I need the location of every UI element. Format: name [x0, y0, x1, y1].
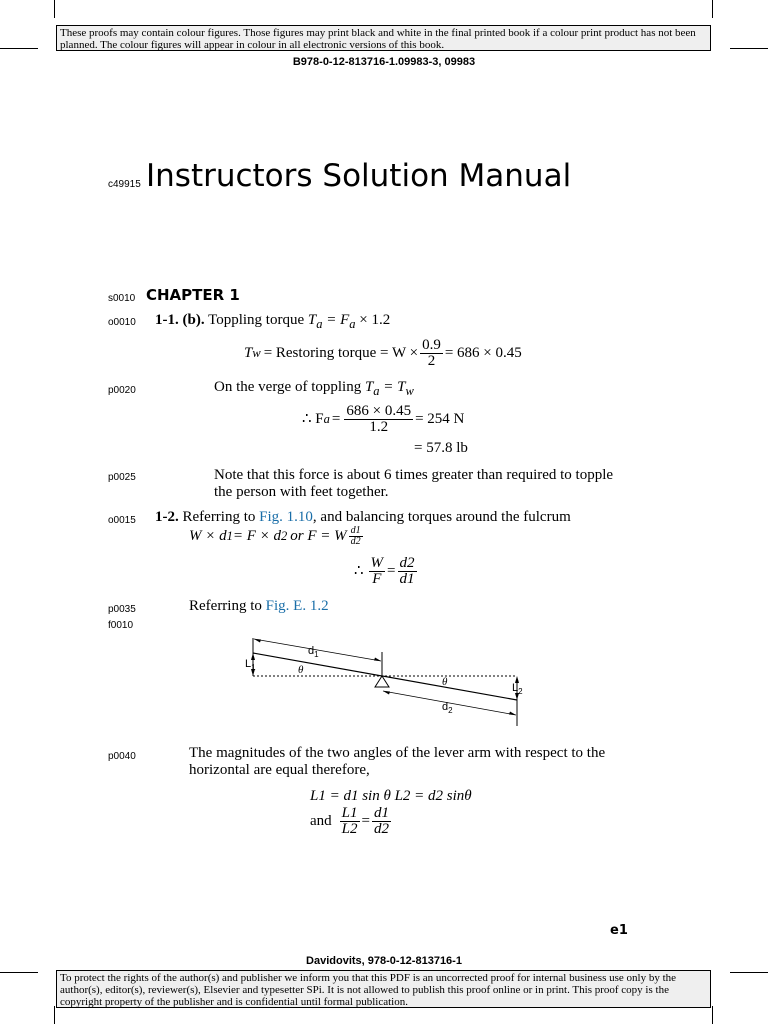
crop-mark-bottom-right-horizontal [730, 972, 768, 973]
label-theta-right: θ [442, 676, 448, 688]
p0025-tag: p0025 [108, 472, 136, 483]
crop-mark-top-right-vertical [712, 0, 713, 18]
header-proof-notice: These proofs may contain colour figures. Those figures may print black and white in the final printed book if a colour print product has not been planned. The colour figures will appear in colour in all electronic versions of this book. [56, 25, 711, 51]
p0035-line: Referring to Fig. E. 1.2 [189, 598, 329, 614]
page-title: Instructors Solution Manual [146, 158, 572, 194]
crop-mark-top-left-vertical [54, 0, 55, 18]
problem-1-2-tag: o0015 [108, 515, 136, 526]
p0035-tag: p0035 [108, 604, 136, 615]
crop-mark-top-left-horizontal [0, 48, 38, 49]
problem-1-1-tag: o0010 [108, 317, 136, 328]
label-d2: $d_2$ [442, 701, 453, 715]
problem-1-1-number: 1-1. [155, 312, 179, 328]
problem-1-1-answer: (b). [182, 312, 205, 328]
crop-mark-bottom-left-vertical [54, 1006, 55, 1024]
problem-1-2-equation: W × d 1 = F × d 2 or F = W $\frac{d1}{d2}$ [189, 525, 361, 547]
eq1-rhs: × 1.2 [359, 312, 391, 328]
p0020-tag: p0020 [108, 385, 136, 396]
eq3-fraction: $\frac{686 \times 0.45}{1.2}$ [346, 403, 412, 435]
eq7-fraction-1: $\frac{L1}{L2}$ [341, 805, 358, 837]
footer-proof-notice: To protect the rights of the author(s) and publisher we inform you that this PDF is an uncorrected proof for internal business use only by the author(s), editor(s), reviewer(s), Elsevier and typesetter SPi. It is not allowed to publish this proof online or in print. This proof copy is the copyright property of the publisher and is confidential until formal publication. [56, 970, 711, 1008]
crop-mark-bottom-right-vertical [712, 1006, 713, 1024]
eq1-mid-sub: a [349, 317, 356, 331]
header-book-code: B978-0-12-813716-1.09983-3, 09983 [292, 56, 476, 68]
eq2-text: = Restoring torque = W × [263, 345, 419, 361]
crop-mark-top-right-horizontal [730, 48, 768, 49]
problem-1-1-text: Toppling torque [208, 312, 305, 328]
p0025-line1: Note that this force is about 6 times greater than required to topple [214, 467, 614, 483]
eq7-fraction-2: $\frac{d1}{d2}$ [373, 805, 389, 837]
footer-author: Davidovits, 978-0-12-813716-1 [306, 955, 462, 967]
eq1-lhs: T [307, 312, 317, 328]
chapter-tag: s0010 [108, 293, 136, 304]
p0020-line: On the verge of toppling $T_a = T_w$ [214, 379, 414, 398]
eq1-mid: = F [326, 312, 350, 328]
p0040-tag: p0040 [108, 751, 136, 762]
p0040-line2: horizontal are equal therefore, [189, 762, 370, 778]
equation-length-ratio: and $\frac{L1}{L2}$ = $\frac{d1}{d2}$ [310, 805, 389, 837]
crop-mark-bottom-left-horizontal [0, 972, 38, 973]
chapter-heading: CHAPTER 1 [146, 286, 240, 304]
label-theta-left: θ [298, 664, 304, 676]
label-d1: $d_1$ [308, 645, 319, 659]
label-L1: $L_1$ [245, 658, 256, 672]
equation-restoring-torque: T w = Restoring torque = W × $\frac{0.9}{2}$ = 686 × 0.45 [244, 337, 522, 369]
eq2-sub: w [252, 346, 261, 360]
equation-ratio: ∴ $\frac{W}{F}$ = $\frac{d2}{d1}$ [354, 555, 415, 587]
eq5-fraction-2: $\frac{d2}{d1}$ [399, 555, 415, 587]
eq5-fraction-1: $\frac{W}{F}$ [370, 555, 384, 587]
fulcrum-triangle [375, 676, 389, 687]
p0025-line2: the person with feet together. [214, 484, 389, 500]
equation-lengths: L1 = d1 sin θ L2 = d2 sinθ [310, 788, 472, 804]
title-tag: c49915 [108, 179, 141, 190]
lever-figure [240, 630, 540, 730]
page-number: e1 [610, 923, 628, 938]
equation-force: ∴ F a = $\frac{686 \times 0.45}{1.2}$ = 254 N [302, 403, 465, 435]
fig-e-1-2-link[interactable]: Fig. E. 1.2 [265, 598, 329, 614]
equation-force-lb: = 57.8 lb [414, 440, 468, 456]
problem-1-2-line: 1-2. Referring to Fig. 1.10, and balancing torques around the fulcrum [155, 509, 571, 525]
label-L2: $L_2$ [512, 682, 523, 696]
fig-1-10-link[interactable]: Fig. 1.10 [259, 509, 313, 525]
problem-1-1-line [155, 312, 390, 333]
p0040-line1: The magnitudes of the two angles of the lever arm with respect to the [189, 745, 606, 761]
eq1-lhs-sub: a [316, 317, 323, 331]
figure-tag: f0010 [108, 620, 134, 631]
eq2-rhs: = 686 × 0.45 [444, 345, 522, 361]
eq-small-fraction: $\frac{d1}{d2}$ [350, 525, 361, 547]
eq2-fraction: $\frac{0.9}{2}$ [422, 337, 441, 369]
